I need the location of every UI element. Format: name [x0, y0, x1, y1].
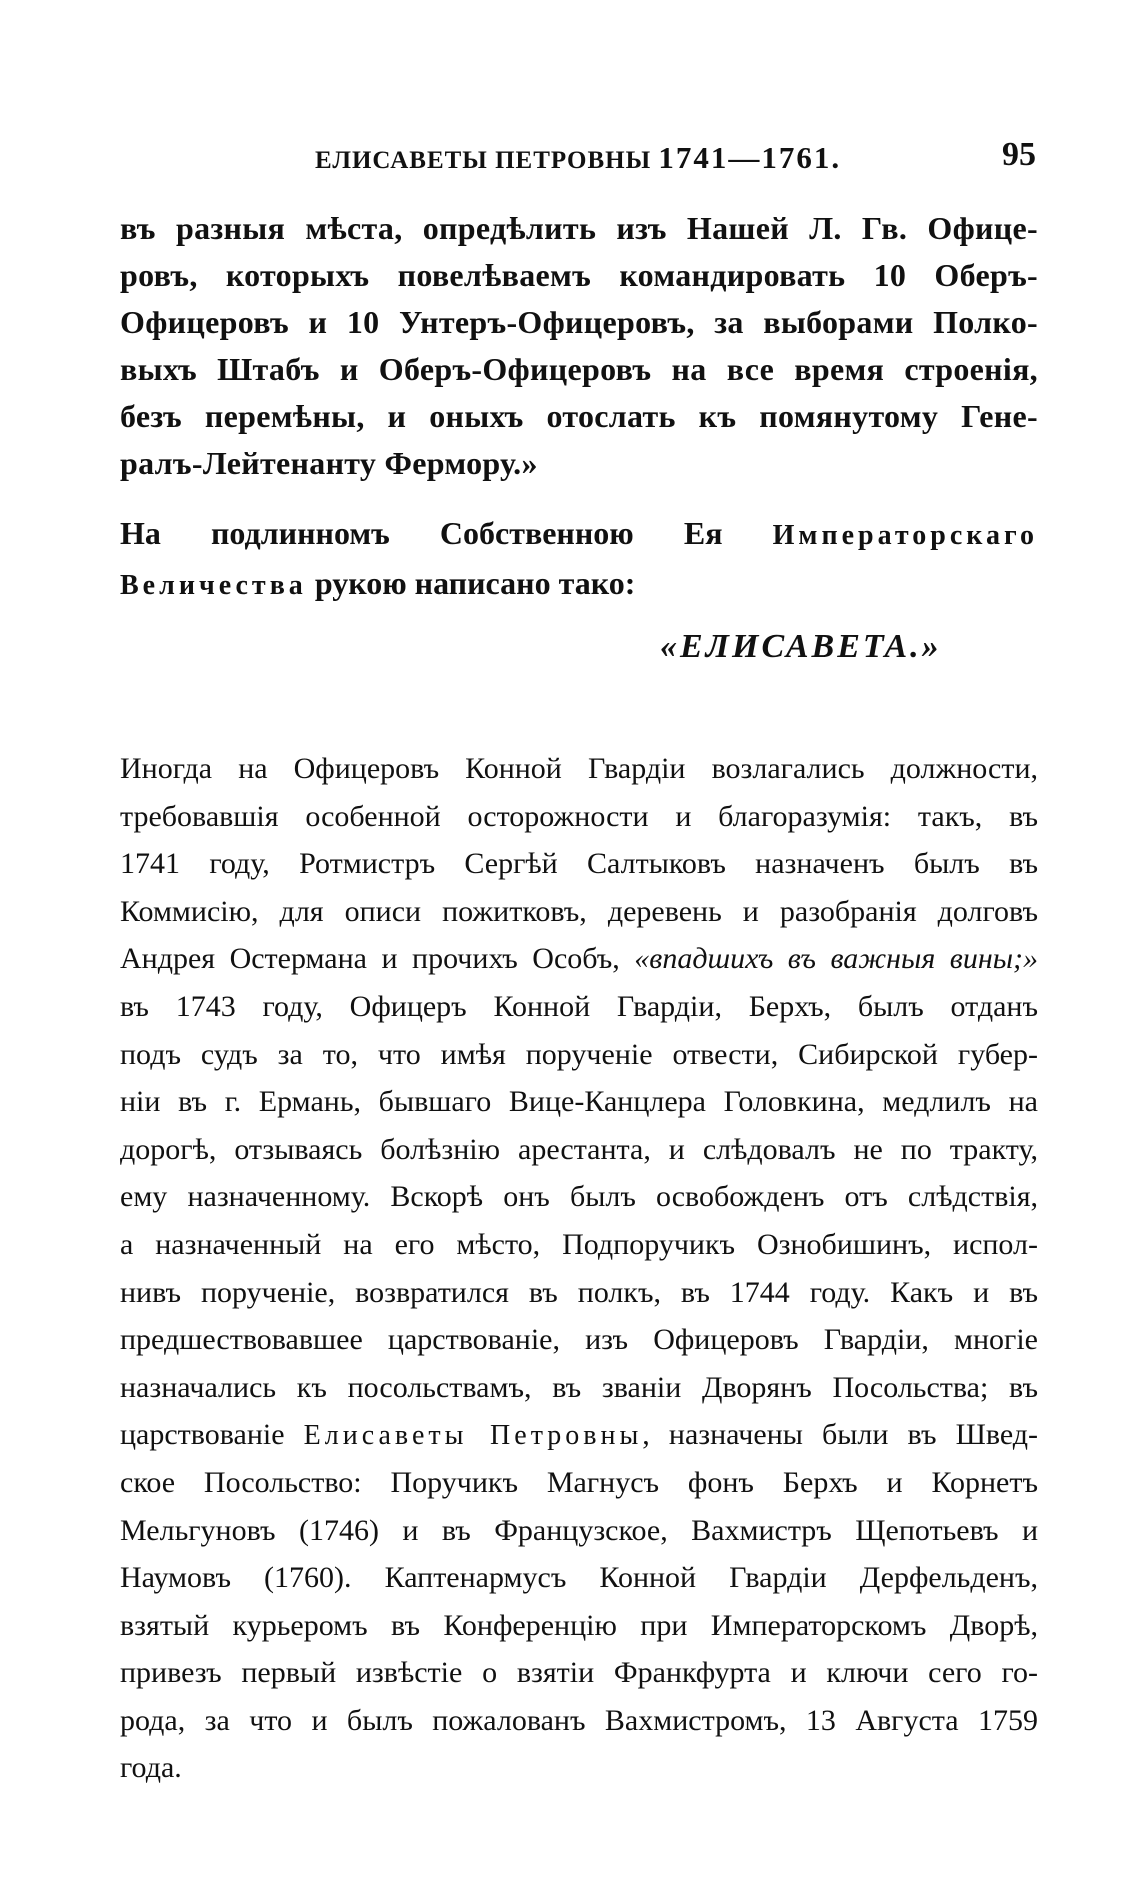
signature: «ЕЛИСАВЕТА.» [660, 628, 942, 665]
text-line: выхъ Штабъ и Оберъ-Офицеровъ на все время строенія, [120, 351, 1038, 387]
text-line: Мельгуновъ (1746) и въ Французское, Вахмистръ Щепотьевъ и [120, 1513, 1038, 1547]
paragraph-main [120, 745, 1038, 1792]
text-line: дорогѣ, отзываясь болѣзнію арестанта, и слѣдовалъ не по тракту, [120, 1132, 1038, 1166]
text-line: взятый курьеромъ въ Конференцію при Императорскомъ Дворѣ, [120, 1608, 1038, 1642]
text-line [120, 508, 1038, 558]
note-line2-smallcaps: Величества [120, 570, 307, 601]
text-line: въ 1743 году, Офицеръ Конной Гвардіи, Берхъ, былъ отданъ [120, 989, 1038, 1023]
text-line: нивъ порученіе, возвратился въ полкъ, въ 1744 году. Какъ и въ [120, 1275, 1038, 1309]
running-title-years: 1741—1761. [658, 140, 842, 175]
text-line: ралъ-Лейтенанту Фермору.» [120, 445, 538, 481]
line15-end: , назначены были въ Швед- [642, 1418, 1038, 1452]
text-line [120, 1411, 1038, 1459]
text-line: а назначенный на его мѣсто, Подпоручикъ Ознобишинъ, испол- [120, 1227, 1038, 1261]
note-line1-smallcaps: Императорскаго [772, 520, 1038, 551]
text-line: подъ судъ за то, что имѣя порученіе отвести, Сибирской губер- [120, 1037, 1038, 1071]
note-line2-end: рукою написано тако: [306, 565, 636, 601]
text-line: ему назначенному. Вскорѣ онъ былъ освобожденъ отъ слѣдствія, [120, 1180, 1038, 1214]
running-title-text: ЕЛИСАВЕТЫ ПЕТРОВНЫ [315, 147, 652, 174]
text-line: назначались къ посольствамъ, въ званіи Дворянъ Посольства; въ [120, 1370, 1038, 1404]
text-line: Офицеровъ и 10 Унтеръ-Офицеровъ, за выборами Полко- [120, 304, 1038, 340]
text-line: ровъ, которыхъ повелѣваемъ командировать 10 Оберъ- [120, 257, 1038, 293]
line5-italic-quote: «впадшихъ въ важныя вины;» [634, 942, 1039, 976]
text-line: привезъ первый извѣстіе о взятіи Франкфурта и ключи сего го- [120, 1656, 1038, 1690]
text-line: безъ перемѣны, и оныхъ отослать къ помянутому Гене- [120, 398, 1038, 434]
text-line: Коммисію, для описи пожитковъ, деревень и разобранія долговъ [120, 894, 1038, 928]
note-line1-start: На подлинномъ Собственною Ея [120, 515, 773, 551]
text-line: ское Посольство: Поручикъ Магнусъ фонъ Берхъ и Корнетъ [120, 1465, 1038, 1499]
text-line: ніи въ г. Ермань, бывшаго Вице-Канцлера Головкина, медлилъ на [120, 1085, 1038, 1119]
text-line: года. [120, 1751, 182, 1785]
paragraph-decree-end [120, 205, 1038, 487]
page-number: 95 [1002, 136, 1036, 173]
paragraph-note [120, 508, 1038, 608]
running-title [315, 140, 841, 176]
text-line [120, 935, 1038, 983]
text-line: предшествовавшее царствованіе, изъ Офицеровъ Гвардіи, многіе [120, 1323, 1038, 1357]
text-line: въ разныя мѣста, опредѣлить изъ Нашей Л. Гв. Офице- [120, 210, 1038, 246]
text-line: рода, за что и былъ пожалованъ Вахмистромъ, 13 Августа 1759 [120, 1703, 1038, 1737]
text-line: требовавшія особенной осторожности и благоразумія: такъ, въ [120, 799, 1038, 833]
text-line: Иногда на Офицеровъ Конной Гвардіи возлагались должности, [120, 752, 1038, 785]
line5-start: Андрея Остермана и прочихъ Особъ, [120, 942, 635, 976]
text-line: Наумовъ (1760). Каптенармусъ Конной Гвардіи Дерфельденъ, [120, 1561, 1038, 1595]
text-line: 1741 году, Ротмистръ Сергѣй Салтыковъ назначенъ былъ въ [120, 847, 1038, 881]
line15-start: царствованіе [120, 1418, 304, 1452]
line15-smallcaps: Елисаветы Петровны [303, 1420, 643, 1452]
page-header [120, 136, 1036, 180]
text-line [120, 558, 1038, 608]
